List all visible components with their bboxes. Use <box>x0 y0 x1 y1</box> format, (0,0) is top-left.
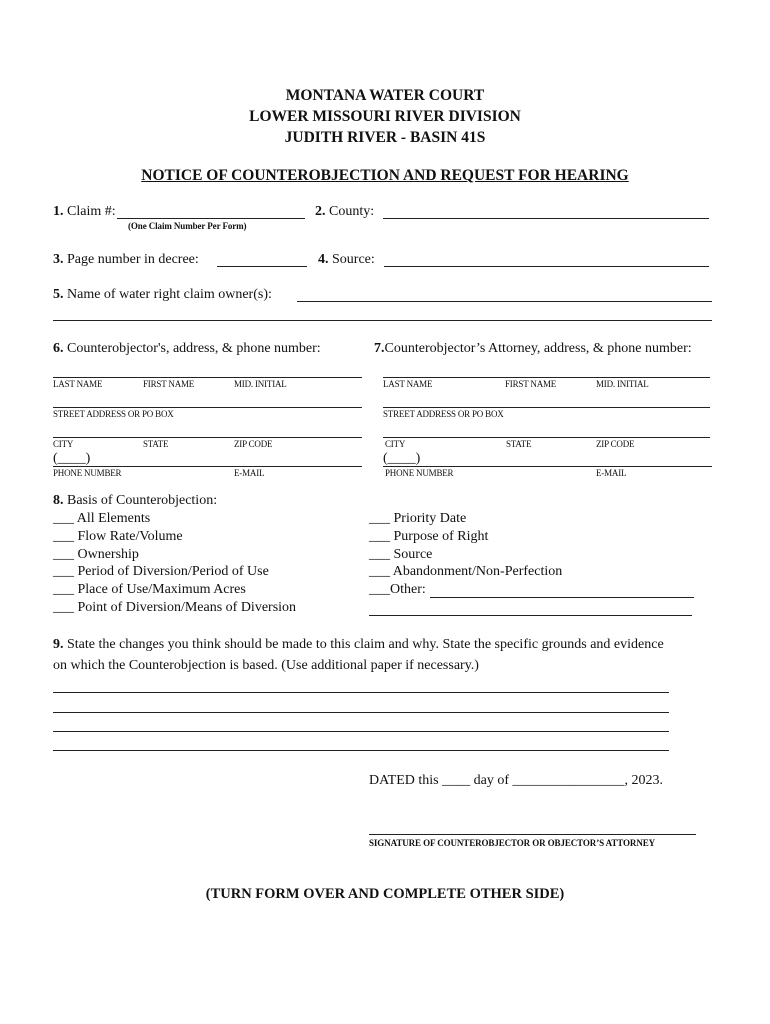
court-name: MONTANA WATER COURT <box>285 87 485 104</box>
turn-over-note: (TURN FORM OVER AND COMPLETE OTHER SIDE) <box>205 886 565 902</box>
attorney-name-field[interactable] <box>383 377 710 378</box>
phone-caption: PHONE NUMBER <box>53 468 122 478</box>
last-name-caption: LAST NAME <box>53 379 103 389</box>
page-number-label: 3. Page number in decree: <box>53 252 199 267</box>
option-source[interactable]: ___ Source <box>369 547 433 562</box>
attorney-phone-field[interactable] <box>383 466 712 467</box>
changes-instructions-2: on which the Counterobjection is based. (Use additional paper if necessary.) <box>53 658 479 673</box>
option-place-of-use[interactable]: ___ Place of Use/Maximum Acres <box>53 582 246 597</box>
email-caption: E-MAIL <box>234 468 265 478</box>
counterobjector-street-field[interactable] <box>53 407 362 408</box>
attorney-phone-area-code: (____) <box>383 451 421 466</box>
attorney-email-caption: E-MAIL <box>596 468 627 478</box>
county-field[interactable] <box>383 218 709 219</box>
source-field[interactable] <box>384 266 709 267</box>
basin-name: JUDITH RIVER - BASIN 41S <box>284 129 486 146</box>
owner-field[interactable] <box>297 301 712 302</box>
attorney-zip-caption: ZIP CODE <box>596 439 635 449</box>
option-all-elements[interactable]: ___ All Elements <box>53 511 151 526</box>
attorney-city-caption: CITY <box>385 439 406 449</box>
attorney-heading: 7.Counterobjector’s Attorney, address, & phone number: <box>374 341 692 356</box>
owner-label: 5. Name of water right claim owner(s): <box>53 287 272 302</box>
changes-instructions: 9. State the changes you think should be made to this claim and why. State the specific grounds and evidence <box>53 637 664 652</box>
claim-label: 1. Claim #: <box>53 204 116 219</box>
changes-line-4[interactable] <box>53 750 669 751</box>
attorney-city-field[interactable] <box>383 437 710 438</box>
counterobjector-heading: 6. Counterobjector's, address, & phone number: <box>53 341 321 356</box>
option-abandonment[interactable]: ___ Abandonment/Non-Perfection <box>369 564 563 579</box>
attorney-mid-initial-caption: MID. INITIAL <box>596 379 649 389</box>
attorney-street-caption: STREET ADDRESS OR PO BOX <box>383 409 504 419</box>
basis-heading: 8. Basis of Counterobjection: <box>53 493 218 508</box>
owner-field-continued[interactable] <box>53 320 712 321</box>
division-name: LOWER MISSOURI RIVER DIVISION <box>249 108 521 125</box>
source-label: 4. Source: <box>318 252 375 267</box>
option-priority-date[interactable]: ___ Priority Date <box>369 511 467 526</box>
page-number-field[interactable] <box>217 266 307 267</box>
other-field[interactable] <box>430 597 694 598</box>
state-caption: STATE <box>143 439 169 449</box>
attorney-last-name-caption: LAST NAME <box>383 379 433 389</box>
attorney-state-caption: STATE <box>506 439 532 449</box>
county-label: 2. County: <box>315 204 375 219</box>
option-purpose-of-right[interactable]: ___ Purpose of Right <box>369 529 489 544</box>
signature-caption: SIGNATURE OF COUNTEROBJECTOR OR OBJECTOR’S ATTORNEY <box>369 838 656 848</box>
other-field-continued[interactable] <box>369 615 692 616</box>
counterobjector-city-field[interactable] <box>53 437 362 438</box>
changes-line-2[interactable] <box>53 712 669 713</box>
option-other[interactable]: ___Other: <box>369 582 426 597</box>
mid-initial-caption: MID. INITIAL <box>234 379 287 389</box>
option-point-of-diversion[interactable]: ___ Point of Diversion/Means of Diversion <box>53 600 297 615</box>
counterobjector-phone-field[interactable] <box>53 466 362 467</box>
option-ownership[interactable]: ___ Ownership <box>53 547 139 562</box>
counterobjector-name-field[interactable] <box>53 377 362 378</box>
phone-area-code: (____) <box>53 451 91 466</box>
changes-line-1[interactable] <box>53 692 669 693</box>
option-period-of-use[interactable]: ___ Period of Diversion/Period of Use <box>53 564 269 579</box>
claim-number-field[interactable] <box>117 218 305 219</box>
first-name-caption: FIRST NAME <box>143 379 195 389</box>
claim-note: (One Claim Number Per Form) <box>128 221 247 231</box>
changes-line-3[interactable] <box>53 731 669 732</box>
attorney-street-field[interactable] <box>383 407 710 408</box>
signature-field[interactable] <box>369 834 696 835</box>
form-title: NOTICE OF COUNTEROBJECTION AND REQUEST FOR HEARING <box>141 167 629 184</box>
attorney-first-name-caption: FIRST NAME <box>505 379 557 389</box>
zip-caption: ZIP CODE <box>234 439 273 449</box>
option-flow-rate[interactable]: ___ Flow Rate/Volume <box>53 529 183 544</box>
attorney-phone-caption: PHONE NUMBER <box>385 468 454 478</box>
dated-line[interactable]: DATED this ____ day of ________________, 2023. <box>369 773 663 788</box>
street-caption: STREET ADDRESS OR PO BOX <box>53 409 174 419</box>
city-caption: CITY <box>53 439 74 449</box>
